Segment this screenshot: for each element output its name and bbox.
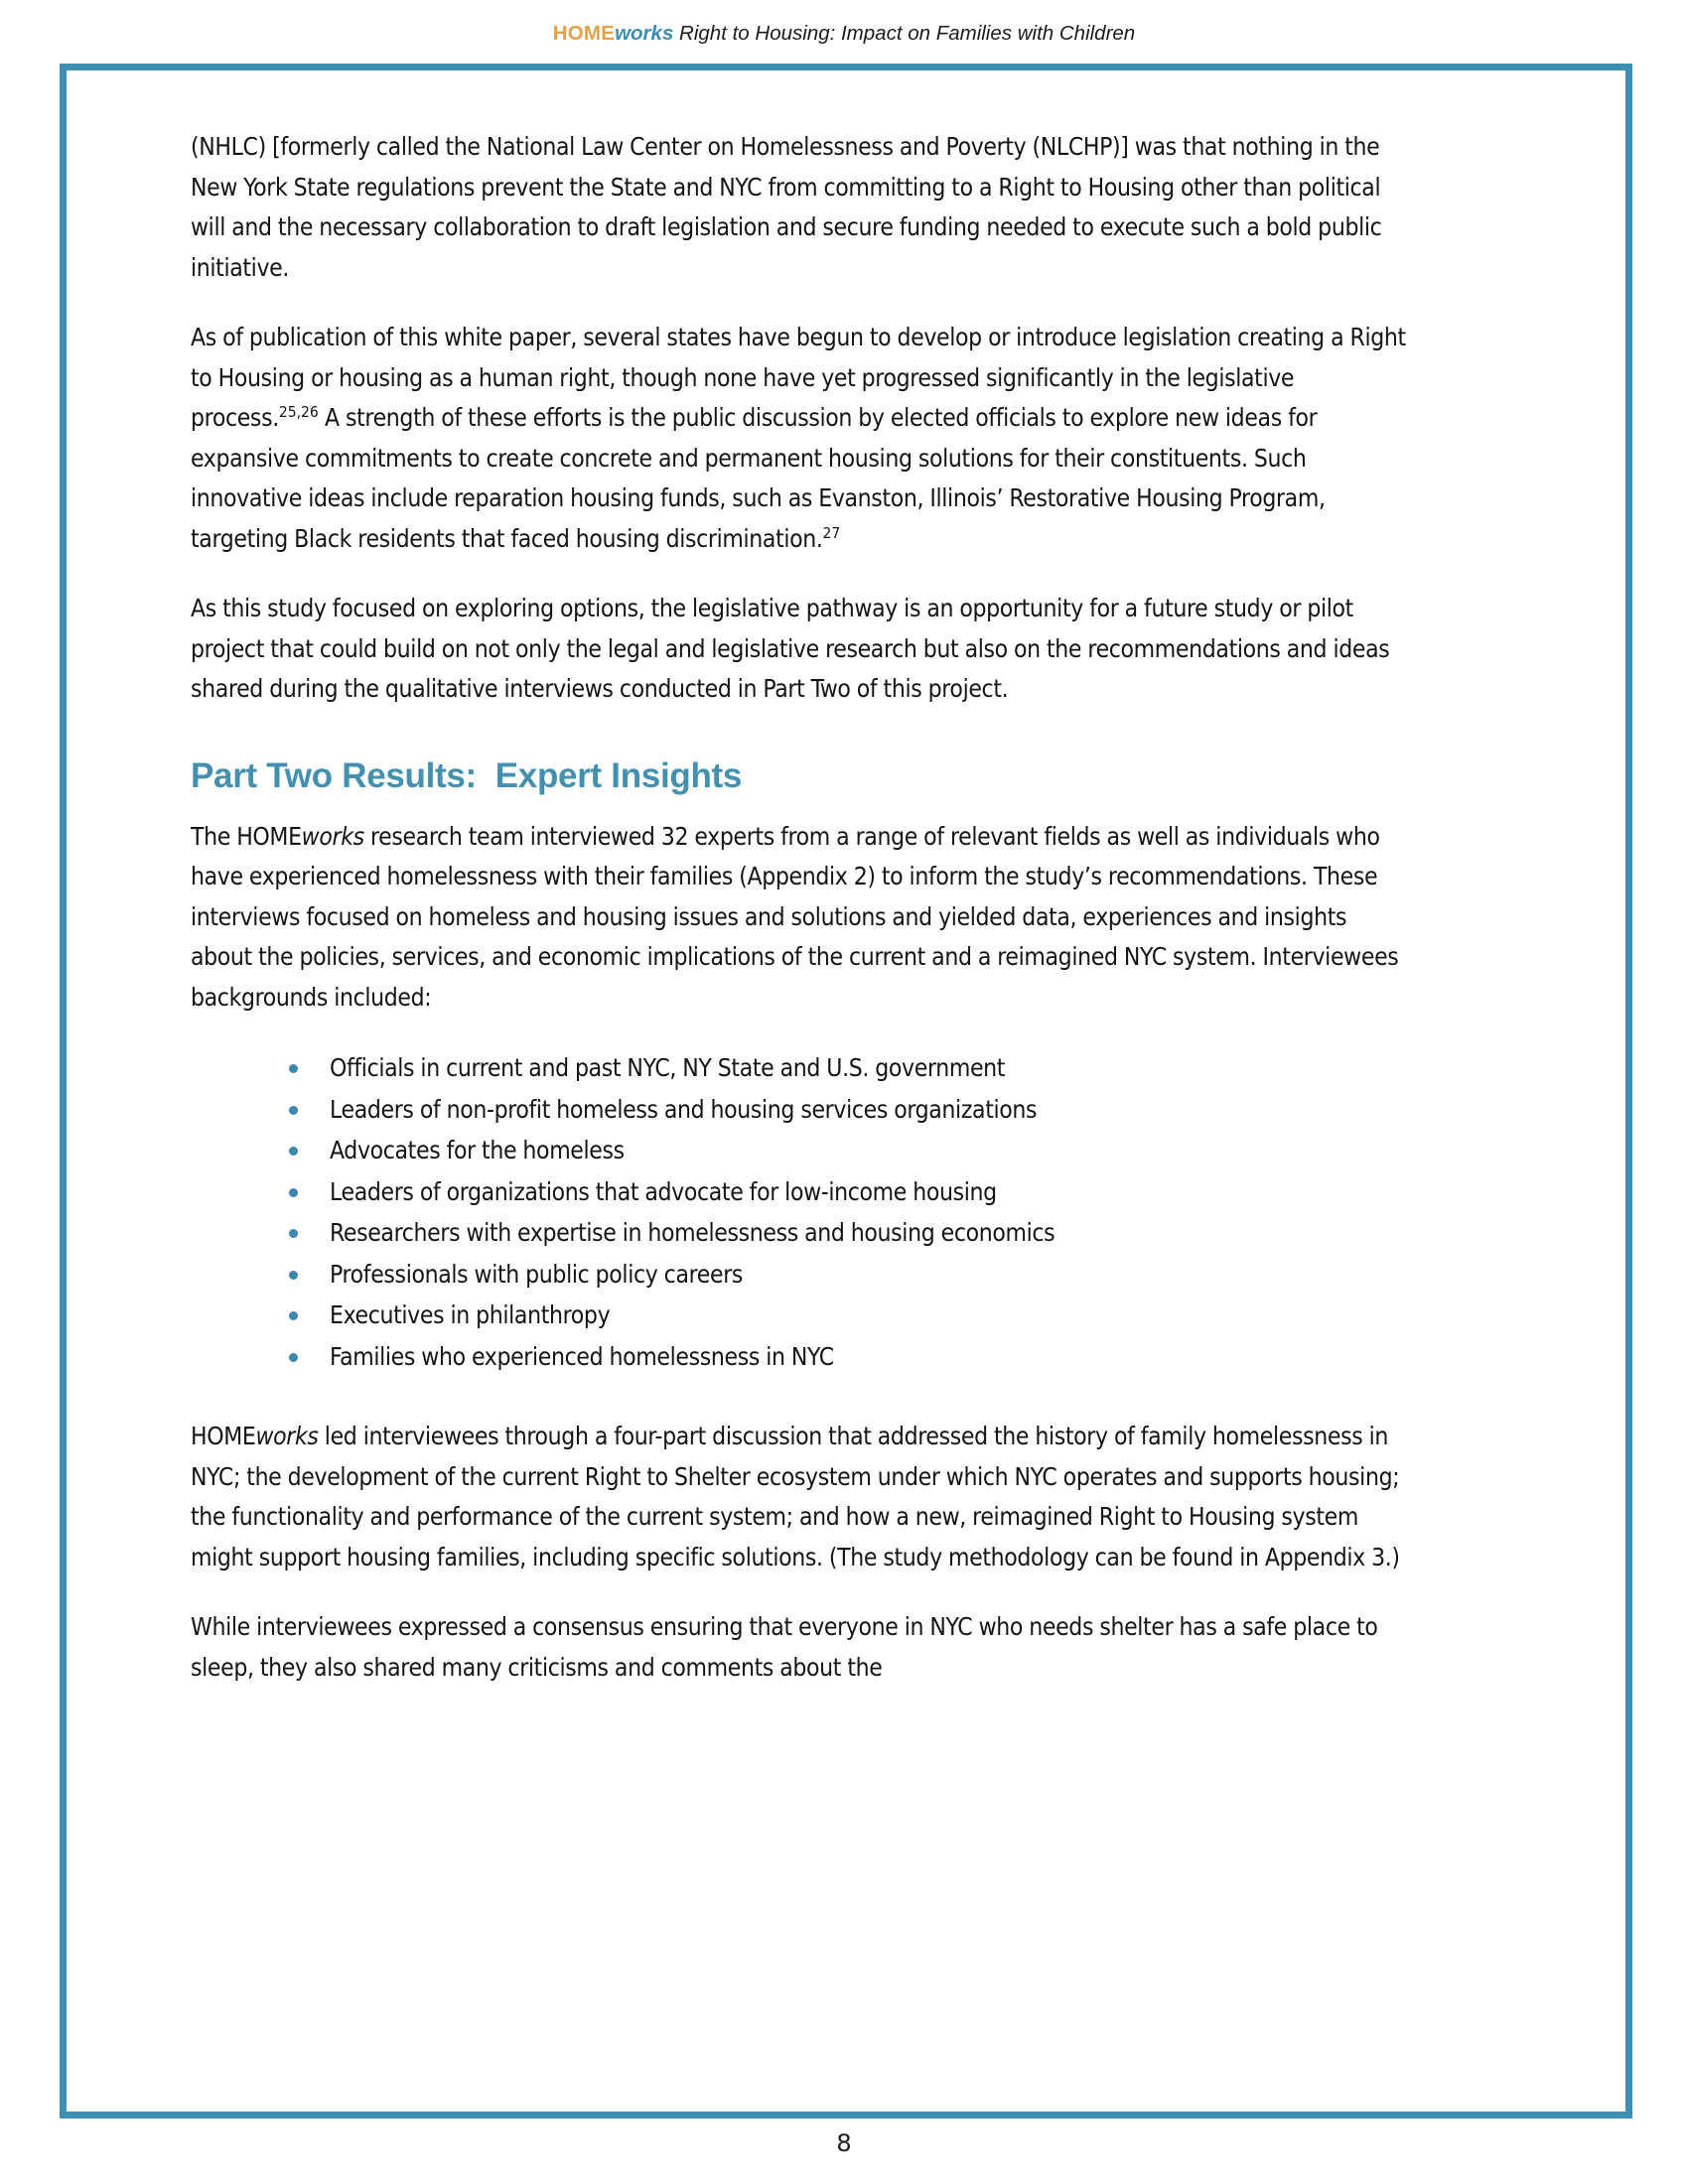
paragraph-consensus: While interviewees expressed a consensus ensuring that everyone in NYC who needs shelter has a safe place to sleep, they also shared many criticisms and comments about the bbox=[191, 1612, 1378, 1682]
footnote-ref-27: 27 bbox=[822, 523, 841, 542]
page-title: Part Two Results: Expert Insights bbox=[191, 755, 743, 795]
bullet-dot-icon bbox=[289, 1147, 298, 1156]
paragraph-research-team bbox=[191, 817, 1410, 1019]
list-item bbox=[285, 1212, 1410, 1254]
bullet-dot-icon bbox=[289, 1188, 298, 1197]
paragraph-four-part-discussion-rest: led interviewees through a four-part discussion that addressed the history of family homelessness in NYC; the development of the current Right to Shelter ecosystem under which NYC operates and supports housing; the functionality and performance of the current system; and how a new, reimagined Right to Housing system might support housing families, including specific solutions. (The study methodology can be found in Appendix 3.) bbox=[191, 1422, 1400, 1571]
bullet-dot-icon bbox=[289, 1064, 298, 1073]
bullet-dot-icon bbox=[289, 1271, 298, 1280]
list-item bbox=[285, 1130, 1410, 1171]
list-item-label: Executives in philanthropy bbox=[330, 1300, 611, 1329]
paragraph-legislative-pathway: As this study focused on exploring options, the legislative pathway is an opportunity for a future study or pilot project that could build on not only the legal and legislative research but also on the recommendations and ideas shared during the qualitative interviews conducted in Part Two of this project. bbox=[191, 594, 1390, 703]
paragraph-state-legislation-part1: As of publication of this white paper, several states have begun to develop or introduce legislation creating a Right to Housing or housing as a human right, though none have yet progressed significantly in the legislative process. bbox=[191, 323, 1406, 432]
bullet-dot-icon bbox=[289, 1353, 298, 1362]
footnote-ref-25-26: 25,26 bbox=[278, 403, 319, 421]
brand-works-inline-2: works bbox=[255, 1422, 319, 1450]
brand-home-text: HOME bbox=[552, 22, 616, 45]
paragraph-state-legislation-part2: A strength of these efforts is the public discussion by elected officials to explore new ideas for expansive commitments to create concrete and permanent housing solutions for their constituents. Such innovative ideas include reparation housing funds, such as Evanston, Illinois’ Restorative Housing Program, targeting Black residents that faced housing discrimination. bbox=[191, 403, 1326, 553]
list-item-label: Researchers with expertise in homelessness and housing economics bbox=[330, 1218, 1055, 1247]
page-number: 8 bbox=[836, 2129, 852, 2157]
paragraph-four-part-discussion bbox=[191, 1417, 1410, 1577]
list-item bbox=[285, 1171, 1410, 1213]
running-header bbox=[0, 20, 1688, 48]
brand-works-text: works bbox=[615, 22, 674, 45]
header-title-text: Right to Housing: Impact on Families with Children bbox=[673, 22, 1136, 45]
list-item-label: Officials in current and past NYC, NY State and U.S. government bbox=[330, 1053, 1006, 1082]
list-item-label: Professionals with public policy careers bbox=[330, 1259, 744, 1289]
list-item bbox=[285, 1295, 1410, 1336]
interviewee-backgrounds-list bbox=[191, 1047, 1410, 1377]
list-item-label: Leaders of non-profit homeless and housing services organizations bbox=[330, 1094, 1038, 1124]
bullet-dot-icon bbox=[289, 1229, 298, 1238]
page-content bbox=[191, 127, 1410, 1717]
list-item-label: Advocates for the homeless bbox=[330, 1136, 625, 1164]
list-item-label: Families who experienced homelessness in NYC bbox=[330, 1341, 834, 1371]
brand-home-inline-2: HOME bbox=[191, 1422, 256, 1450]
brand-works-inline-1: works bbox=[301, 821, 364, 851]
list-item-label: Leaders of organizations that advocate for low-income housing bbox=[330, 1176, 997, 1206]
list-item bbox=[285, 1336, 1410, 1378]
paragraph-state-legislation bbox=[191, 318, 1410, 559]
bullet-dot-icon bbox=[289, 1311, 298, 1320]
list-item bbox=[285, 1254, 1410, 1296]
list-item bbox=[285, 1089, 1410, 1131]
bullet-dot-icon bbox=[289, 1106, 298, 1115]
list-item bbox=[285, 1047, 1410, 1089]
paragraph-nhlc: (NHLC) [formerly called the National Law Center on Homelessness and Poverty (NLCHP)] was that nothing in the New York State regulations prevent the State and NYC from committing to a Right to Housing other than political will and the necessary collaboration to draft legislation and secure funding needed to execute such a bold public initiative. bbox=[191, 132, 1382, 282]
paragraph-research-team-rest: research team interviewed 32 experts from a range of relevant fields as well as individuals who have experienced homelessness with their families (Appendix 2) to inform the study’s recommendations. These interviews focused on homeless and housing issues and solutions and yielded data, experiences and insights about the policies, services, and economic implications of the current and a reimagined NYC system. Interviewees backgrounds included: bbox=[191, 821, 1399, 1012]
brand-home-inline-1: The HOME bbox=[191, 821, 302, 851]
